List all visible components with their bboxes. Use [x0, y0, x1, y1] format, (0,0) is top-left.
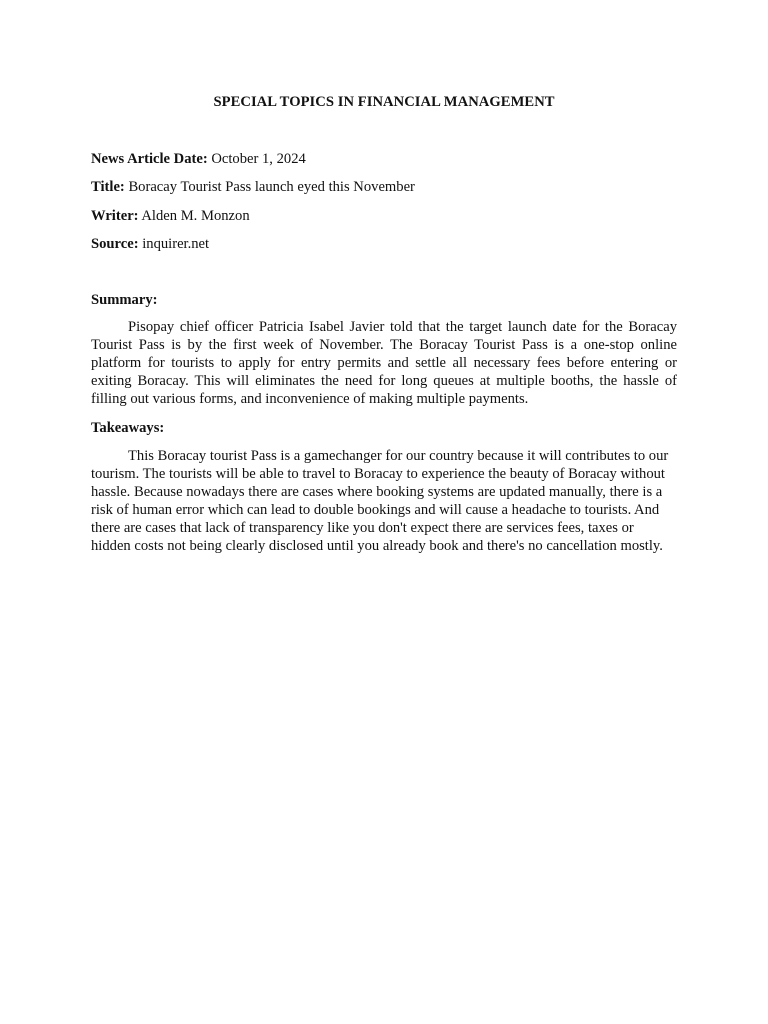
summary-paragraph: Pisopay chief officer Patricia Isabel Javier told that the target launch date for the Boracay Tourist Pass is by the first week of November. The Boracay Tourist Pass is a one-stop online platform for tourists to apply for entry permits and settle all necessary fees before entering or exiting Boracay. This will eliminates the need for long queues at multiple booths, the hassle of filling out various forms, and inconvenience of making multiple payments. — [91, 319, 677, 407]
meta-title-value: Boracay Tourist Pass launch eyed this November — [128, 179, 415, 195]
meta-date-value: October 1, 2024 — [211, 151, 306, 167]
meta-title-label: Title: — [91, 179, 125, 195]
meta-title — [91, 178, 415, 196]
meta-source — [91, 235, 209, 253]
meta-writer — [91, 207, 250, 225]
meta-writer-label: Writer: — [91, 208, 139, 224]
summary-heading: Summary: — [91, 292, 158, 308]
meta-writer-value: Alden M. Monzon — [141, 208, 250, 224]
meta-source-label: Source: — [91, 236, 139, 252]
takeaways-heading: Takeaways: — [91, 420, 165, 436]
meta-source-value: inquirer.net — [142, 236, 210, 252]
document-title: SPECIAL TOPICS IN FINANCIAL MANAGEMENT — [213, 94, 555, 110]
takeaways-paragraph: This Boracay tourist Pass is a gamechanger for our country because it will contributes to our tourism. The tourists will be able to travel to Boracay to experience the beauty of Boracay without hassle. Because nowadays there are cases where booking systems are updated manually, there is a risk of human error which can lead to double bookings and will cause a headache to tourists. And there are cases that lack of transparency like you don't expect there are services fees, taxes or hidden costs not being clearly disclosed until you already book and there's no cancellation mostly. — [91, 448, 669, 554]
meta-date-label: News Article Date: — [91, 151, 208, 167]
meta-date — [91, 150, 306, 168]
